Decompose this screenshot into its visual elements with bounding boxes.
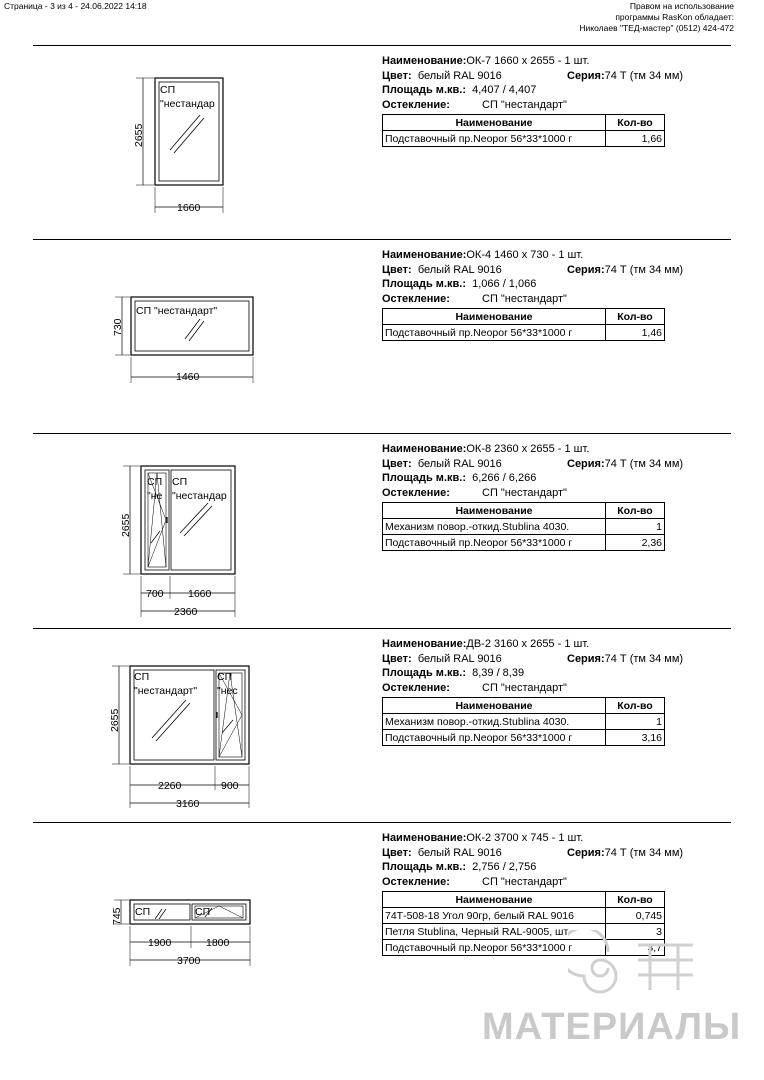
label-series: Серия: <box>567 653 605 665</box>
width-dimension: 1660 <box>177 202 201 214</box>
item-glazing: СП "нестандарт" <box>482 876 567 888</box>
width-dimension-total: 3700 <box>177 955 201 967</box>
row-name: Механизм повор.-откид.Stublina 4030. <box>383 519 606 535</box>
window-drawing <box>100 45 280 240</box>
item-block-dv2 <box>0 628 764 823</box>
item-glazing: СП "нестандарт" <box>482 487 567 499</box>
column-header-name: Наименование <box>383 115 606 131</box>
height-dimension: 745 <box>111 907 123 925</box>
label-area: Площадь м.кв.: <box>382 667 466 679</box>
item-color: белый RAL 9016 <box>417 458 502 470</box>
item-name: ОК-2 3700 х 745 - 1 шт. <box>466 832 584 844</box>
specification-table <box>382 502 665 551</box>
specification-table <box>382 114 665 147</box>
label-glazing: Остекление: <box>382 99 450 111</box>
item-glazing: СП "нестандарт" <box>482 293 567 305</box>
glass-label: СП <box>217 671 233 683</box>
glass-label: СП <box>195 906 211 918</box>
glass-label: "нестандарт" <box>134 685 198 697</box>
height-dimension: 2655 <box>109 708 121 732</box>
license-line-2: программы RasKon обладает: <box>615 12 734 22</box>
width-dimension-right: 1800 <box>206 937 230 949</box>
label-color: Цвет: <box>382 653 412 665</box>
window-drawing <box>100 239 280 434</box>
item-block-ok4 <box>0 239 764 434</box>
table-row <box>383 730 665 746</box>
height-dimension: 2655 <box>120 513 132 537</box>
label-area: Площадь м.кв.: <box>382 84 466 96</box>
item-area: 2,756 / 2,756 <box>472 861 537 873</box>
window-drawing <box>100 628 280 823</box>
width-dimension-right: 900 <box>221 780 239 792</box>
row-name: Петля Stublina, Черный RAL-9005, шт. <box>383 924 606 940</box>
width-dimension-left: 2260 <box>158 780 182 792</box>
item-color: белый RAL 9016 <box>417 264 502 276</box>
table-row <box>383 714 665 730</box>
label-color: Цвет: <box>382 70 412 82</box>
item-glazing: СП "нестандарт" <box>482 682 567 694</box>
row-name: Подставочный пр.Neopor 56*33*1000 г <box>383 535 606 551</box>
table-row <box>383 908 665 924</box>
window-drawing <box>100 433 280 628</box>
item-series: 74 Т (тм 34 мм) <box>604 264 684 276</box>
label-name: Наименование: <box>382 443 467 455</box>
row-qty: 3,16 <box>606 730 665 746</box>
label-name: Наименование: <box>382 638 467 650</box>
label-color: Цвет: <box>382 458 412 470</box>
item-area: 6,266 / 6,266 <box>472 472 537 484</box>
label-series: Серия: <box>567 70 605 82</box>
glass-label: СП "нестандарт" <box>136 305 218 317</box>
row-name: Подставочный пр.Neopor 56*33*1000 г <box>383 131 606 147</box>
item-color: белый RAL 9016 <box>417 653 502 665</box>
row-name: Подставочный пр.Neopor 56*33*1000 г <box>383 940 606 956</box>
width-dimension-left: 700 <box>146 588 164 600</box>
glass-label: "нестандар <box>160 98 215 110</box>
glass-label: СП <box>147 476 163 488</box>
item-color: белый RAL 9016 <box>417 70 502 82</box>
label-glazing: Остекление: <box>382 876 450 888</box>
table-row <box>383 325 665 341</box>
column-header-name: Наименование <box>383 892 606 908</box>
column-header-qty: Кол-во <box>606 892 665 908</box>
row-name: Подставочный пр.Neopor 56*33*1000 г <box>383 325 606 341</box>
glass-label: СП <box>135 906 151 918</box>
row-qty: 3 <box>606 924 665 940</box>
row-name: Механизм повор.-откид.Stublina 4030. <box>383 714 606 730</box>
row-qty: 1 <box>606 714 665 730</box>
label-series: Серия: <box>567 458 605 470</box>
row-qty: 1,66 <box>606 131 665 147</box>
label-glazing: Остекление: <box>382 293 450 305</box>
item-series: 74 Т (тм 34 мм) <box>604 458 684 470</box>
column-header-qty: Кол-во <box>606 115 665 131</box>
row-qty: 1,46 <box>606 325 665 341</box>
table-row <box>383 131 665 147</box>
column-header-name: Наименование <box>383 503 606 519</box>
specification-table <box>382 308 665 341</box>
page-info: Страница - 3 из 4 - 24.06.2022 14:18 <box>4 1 147 11</box>
item-name: ОК-7 1660 х 2655 - 1 шт. <box>466 55 590 67</box>
label-name: Наименование: <box>382 55 467 67</box>
column-header-name: Наименование <box>383 309 606 325</box>
label-area: Площадь м.кв.: <box>382 278 466 290</box>
item-series: 74 Т (тм 34 мм) <box>604 847 684 859</box>
item-name: ОК-4 1460 х 730 - 1 шт. <box>466 249 584 261</box>
license-line-3: Николаев "ТЕД-мастер" (0512) 424-472 <box>579 23 734 33</box>
watermark-text: МАТЕРИАЛЫ <box>482 1006 742 1048</box>
width-dimension-left: 1900 <box>148 937 172 949</box>
label-glazing: Остекление: <box>382 682 450 694</box>
window-drawing <box>100 822 280 1017</box>
item-area: 1,066 / 1,066 <box>472 278 537 290</box>
label-series: Серия: <box>567 264 605 276</box>
row-qty: 3,7 <box>606 940 665 956</box>
column-header-qty: Кол-во <box>606 503 665 519</box>
row-name: Подставочный пр.Neopor 56*33*1000 г <box>383 730 606 746</box>
specification-table <box>382 697 665 746</box>
table-row <box>383 519 665 535</box>
height-dimension: 730 <box>112 318 124 336</box>
license-line-1: Правом на использование <box>629 1 734 11</box>
width-dimension-right: 1660 <box>188 588 212 600</box>
row-qty: 1 <box>606 519 665 535</box>
glass-label: СП <box>172 476 188 488</box>
label-color: Цвет: <box>382 847 412 859</box>
glass-label: СП <box>134 671 150 683</box>
watermark-logo-icon <box>568 930 698 1005</box>
item-block-ok8 <box>0 433 764 628</box>
glass-label: "не <box>147 490 163 502</box>
row-name: 74Т-508-18 Угол 90гр, белый RAL 9016 <box>383 908 606 924</box>
label-name: Наименование: <box>382 832 467 844</box>
label-area: Площадь м.кв.: <box>382 861 466 873</box>
width-dimension-total: 3160 <box>176 798 200 810</box>
column-header-qty: Кол-во <box>606 309 665 325</box>
license-info <box>534 1 734 34</box>
label-color: Цвет: <box>382 264 412 276</box>
label-series: Серия: <box>567 847 605 859</box>
height-dimension: 2655 <box>133 123 145 147</box>
item-name: ОК-8 2360 х 2655 - 1 шт. <box>466 443 590 455</box>
label-area: Площадь м.кв.: <box>382 472 466 484</box>
label-glazing: Остекление: <box>382 487 450 499</box>
item-name: ДВ-2 3160 х 2655 - 1 шт. <box>466 638 590 650</box>
item-color: белый RAL 9016 <box>417 847 502 859</box>
column-header-name: Наименование <box>383 698 606 714</box>
item-series: 74 Т (тм 34 мм) <box>604 653 684 665</box>
width-dimension: 1460 <box>176 371 200 383</box>
item-series: 74 Т (тм 34 мм) <box>604 70 684 82</box>
glass-label: СП <box>160 84 176 96</box>
table-row <box>383 535 665 551</box>
item-block-ok7 <box>0 45 764 240</box>
column-header-qty: Кол-во <box>606 698 665 714</box>
item-glazing: СП "нестандарт" <box>482 99 567 111</box>
item-area: 8,39 / 8,39 <box>472 667 525 679</box>
glass-label: "нестандар <box>172 490 227 502</box>
row-qty: 0,745 <box>606 908 665 924</box>
item-area: 4,407 / 4,407 <box>472 84 537 96</box>
width-dimension-total: 2360 <box>174 606 198 618</box>
glass-label: "нес <box>217 685 238 697</box>
row-qty: 2,36 <box>606 535 665 551</box>
label-name: Наименование: <box>382 249 467 261</box>
